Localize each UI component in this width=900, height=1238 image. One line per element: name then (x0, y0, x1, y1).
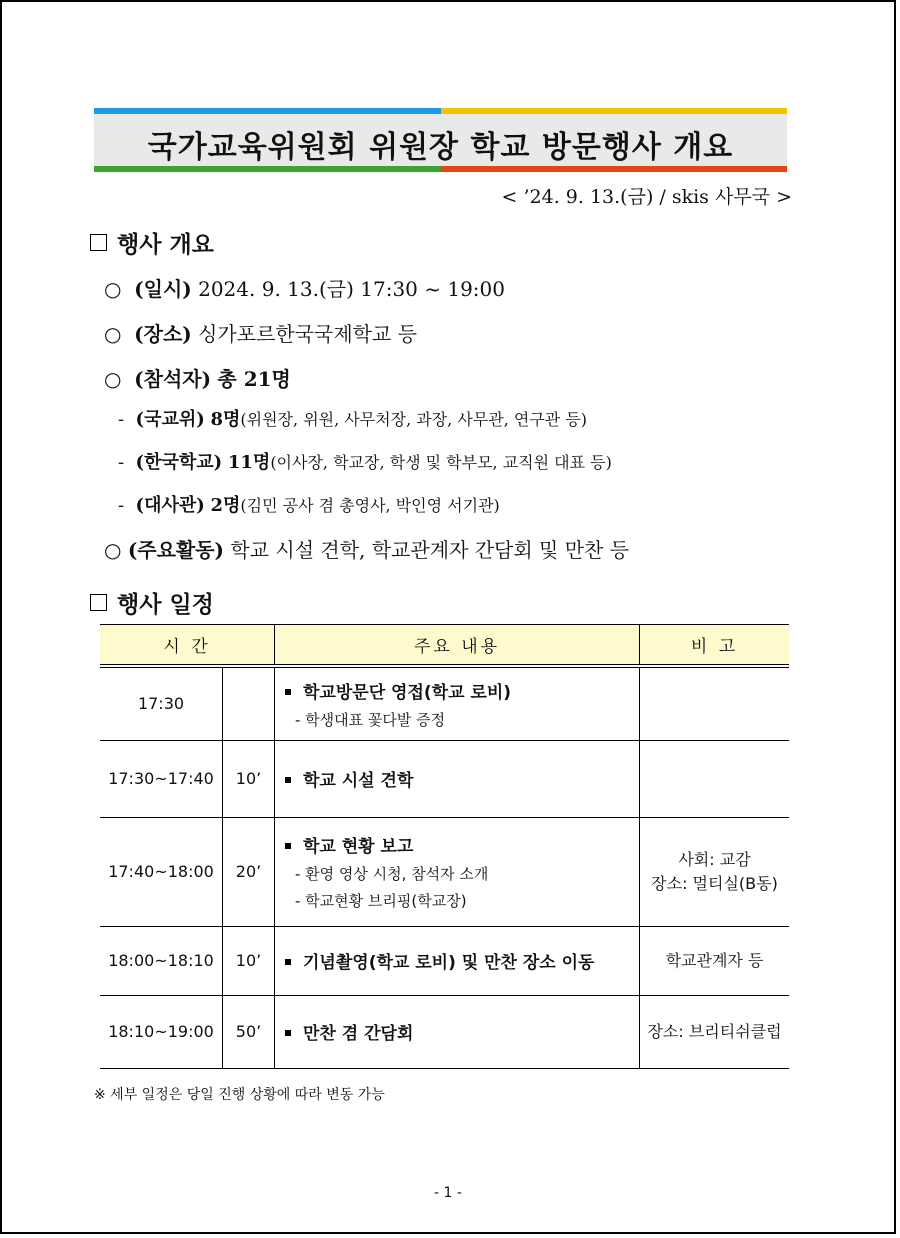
row-content: 학교방문단 영접(학교 로비) - 학생대표 꽃다발 증정 (275, 666, 640, 740)
row-duration: 50’ (223, 995, 275, 1068)
square-bullet-icon (285, 1030, 291, 1036)
attendee-group-nec: - (국교위) 8명(위원장, 위원, 사무처장, 과장, 사무관, 연구관 등) (118, 409, 588, 430)
row-content: 만찬 겸 간담회 (275, 995, 640, 1068)
title-bar-red (441, 166, 787, 172)
table-row (100, 666, 789, 740)
row-time: 17:40~18:00 (100, 817, 223, 926)
table-row (100, 740, 789, 817)
row-note: 학교관계자 등 (640, 926, 790, 995)
header-content: 주요 내용 (275, 625, 640, 667)
item-attendees: ○ (참석자) 총 21명 (104, 367, 291, 391)
table-header-row (100, 625, 789, 667)
row-note (640, 740, 790, 817)
table-row (100, 995, 789, 1068)
row-note (640, 666, 790, 740)
header-note: 비 고 (640, 625, 790, 667)
table-row (100, 817, 789, 926)
title-bar-green (94, 166, 441, 172)
row-content: 학교 현황 보고 - 환영 영상 시청, 참석자 소개 - 학교현황 브리핑(학교장) (275, 817, 640, 926)
table-row (100, 926, 789, 995)
row-duration: 10’ (223, 926, 275, 995)
square-bullet-icon (285, 959, 291, 965)
attendee-group-embassy: - (대사관) 2명(김민 공사 겸 총영사, 박인영 서기관) (118, 495, 500, 516)
row-content: 학교 시설 견학 (275, 740, 640, 817)
row-duration: 10’ (223, 740, 275, 817)
attendee-group-school: - (한국학교) 11명(이사장, 학교장, 학생 및 학부모, 교직원 대표 등) (118, 452, 612, 473)
schedule-table (100, 624, 789, 1069)
square-bullet-icon (285, 843, 291, 849)
item-location: ○ (장소) 싱가포르한국국제학교 등 (104, 322, 417, 346)
checkbox-square-icon (90, 234, 107, 251)
row-duration (223, 666, 275, 740)
item-datetime: ○ (일시) 2024. 9. 13.(금) 17:30 ~ 19:00 (104, 277, 505, 301)
header-time: 시 간 (100, 625, 275, 667)
page-number: - 1 - (434, 1185, 462, 1201)
square-bullet-icon (285, 777, 291, 783)
row-time: 17:30~17:40 (100, 740, 223, 817)
date-line: < ’24. 9. 13.(금) / skis 사무국 > (501, 186, 792, 208)
title-bar-blue (94, 108, 441, 114)
title-banner (94, 108, 787, 172)
item-activity: ○ (주요활동) 학교 시설 견학, 학교관계자 간담회 및 만찬 등 (104, 538, 630, 562)
row-time: 18:10~19:00 (100, 995, 223, 1068)
row-content: 기념촬영(학교 로비) 및 만찬 장소 이동 (275, 926, 640, 995)
row-time: 18:00~18:10 (100, 926, 223, 995)
square-bullet-icon (285, 689, 291, 695)
checkbox-square-icon (90, 594, 107, 611)
document-title: 국가교육위원회 위원장 학교 방문행사 개요 (147, 130, 734, 165)
row-time: 17:30 (100, 666, 223, 740)
section-heading-overview: 행사 개요 (90, 226, 214, 259)
row-note: 장소: 브리티쉬클럽 (640, 995, 790, 1068)
row-duration: 20’ (223, 817, 275, 926)
title-bar-yellow (441, 108, 787, 114)
section-heading-schedule: 행사 일정 (90, 586, 214, 619)
footnote: ※ 세부 일정은 당일 진행 상황에 따라 변동 가능 (94, 1087, 385, 1103)
row-note: 사회: 교감 장소: 멀티실(B동) (640, 817, 790, 926)
